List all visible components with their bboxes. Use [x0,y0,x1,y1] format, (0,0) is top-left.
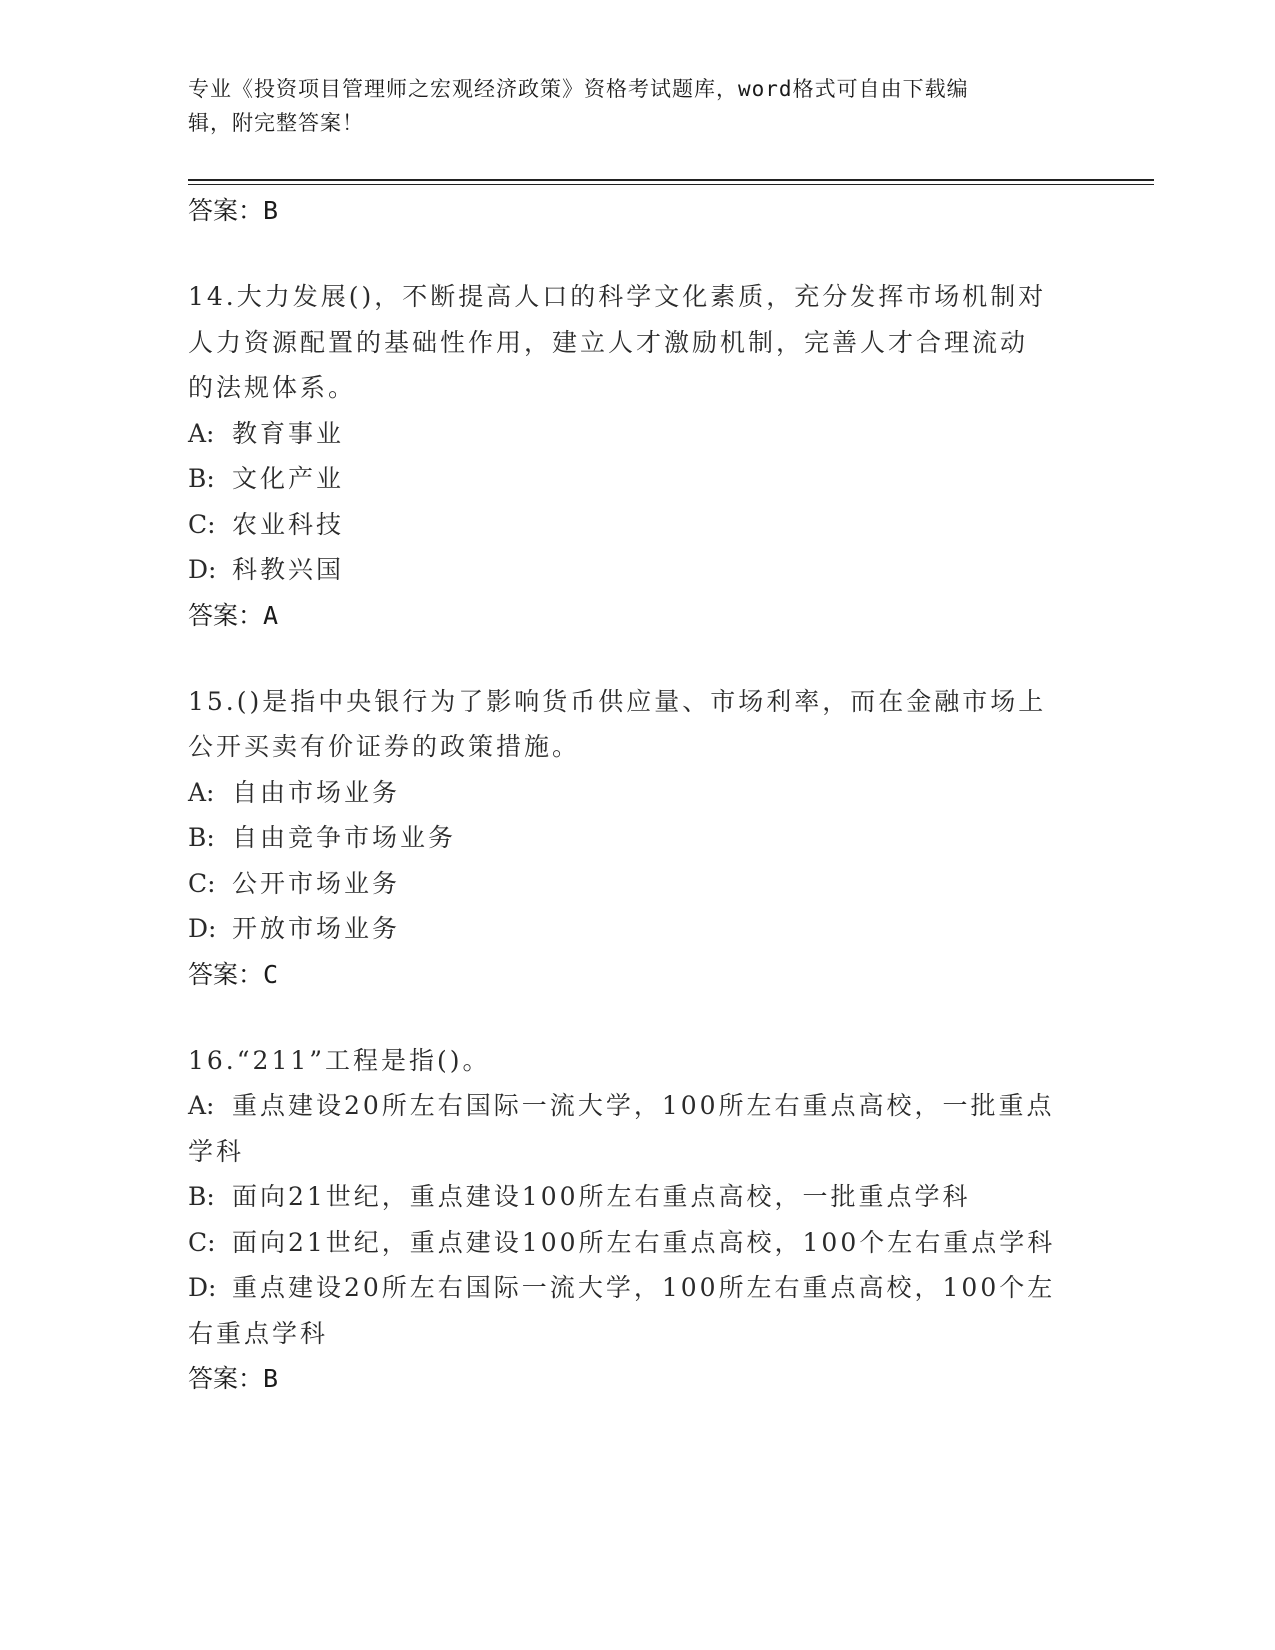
option-text: 重点建设20所左右国际一流大学，100所左右重点高校，一批重点 [232,1091,1055,1120]
option-key: C: [188,1227,216,1257]
question-text-line: 人力资源配置的基础性作用，建立人才激励机制，完善人才合理流动 [188,327,1029,357]
option-key: A: [188,1091,215,1120]
question-text-line: 公开买卖有价证券的政策措施。 [188,732,581,761]
option-key: B: [188,823,215,852]
option-c [188,502,1088,548]
question-text-line: 14.大力发展()，不断提高人口的科学文化素质，充分发挥市场机制对 [188,282,1047,311]
option-key: B: [188,464,215,493]
question-text-line: 的法规体系。 [188,373,357,402]
option-b [188,456,1088,502]
option-d [188,1265,1088,1311]
option-a [188,411,1088,457]
question-text-line: 15.()是指中央银行为了影响货币供应量、市场利率，而在金融市场上 [188,686,1047,716]
answer: 答案：B [188,1364,279,1393]
option-b [188,815,1088,861]
option-text: 自由市场业务 [232,777,401,807]
answer: 答案：A [188,600,279,630]
option-d-continued: 右重点学科 [188,1318,329,1348]
option-text: 文化产业 [232,464,345,493]
option-text: 自由竞争市场业务 [232,823,457,852]
option-key: A: [188,418,215,448]
header-divider-thin [188,184,1154,185]
option-text: 面向21世纪，重点建设100所左右重点高校，一批重点学科 [232,1182,971,1211]
previous-answer: 答案：B [188,196,279,225]
option-text: 科教兴国 [232,555,345,584]
option-b [188,1174,1088,1220]
option-key: C: [188,868,216,898]
header-divider-thick [188,179,1154,181]
option-text: 重点建设20所左右国际一流大学，100所左右重点高校，100个左 [232,1273,1056,1302]
document-body [188,188,1088,1402]
header-line-1: 专业《投资项目管理师之宏观经济政策》资格考试题库，word格式可自由下载编 [188,77,969,101]
option-text: 面向21世纪，重点建设100所左右重点高校，100个左右重点学科 [232,1227,1056,1257]
option-text: 开放市场业务 [232,914,401,943]
question-15 [188,679,1088,998]
option-text: 公开市场业务 [232,868,401,898]
question-16 [188,1038,1088,1403]
option-key: D: [188,555,217,584]
question-text-line: 16.“211”工程是指()。 [188,1045,491,1075]
option-d [188,906,1088,952]
question-14 [188,274,1088,639]
option-key: D: [188,914,217,943]
option-text: 教育事业 [232,418,345,448]
option-key: C: [188,509,216,539]
option-c [188,1220,1088,1266]
answer: 答案：C [188,959,279,989]
option-key: A: [188,777,215,807]
option-key: D: [188,1273,217,1302]
header-line-2: 辑，附完整答案！ [188,111,364,135]
option-text: 农业科技 [232,509,345,539]
option-d [188,547,1088,593]
option-c [188,861,1088,907]
option-a [188,1083,1088,1129]
page-header [188,72,1078,140]
option-a-continued: 学科 [188,1136,245,1166]
option-key: B: [188,1182,215,1211]
option-a [188,770,1088,816]
